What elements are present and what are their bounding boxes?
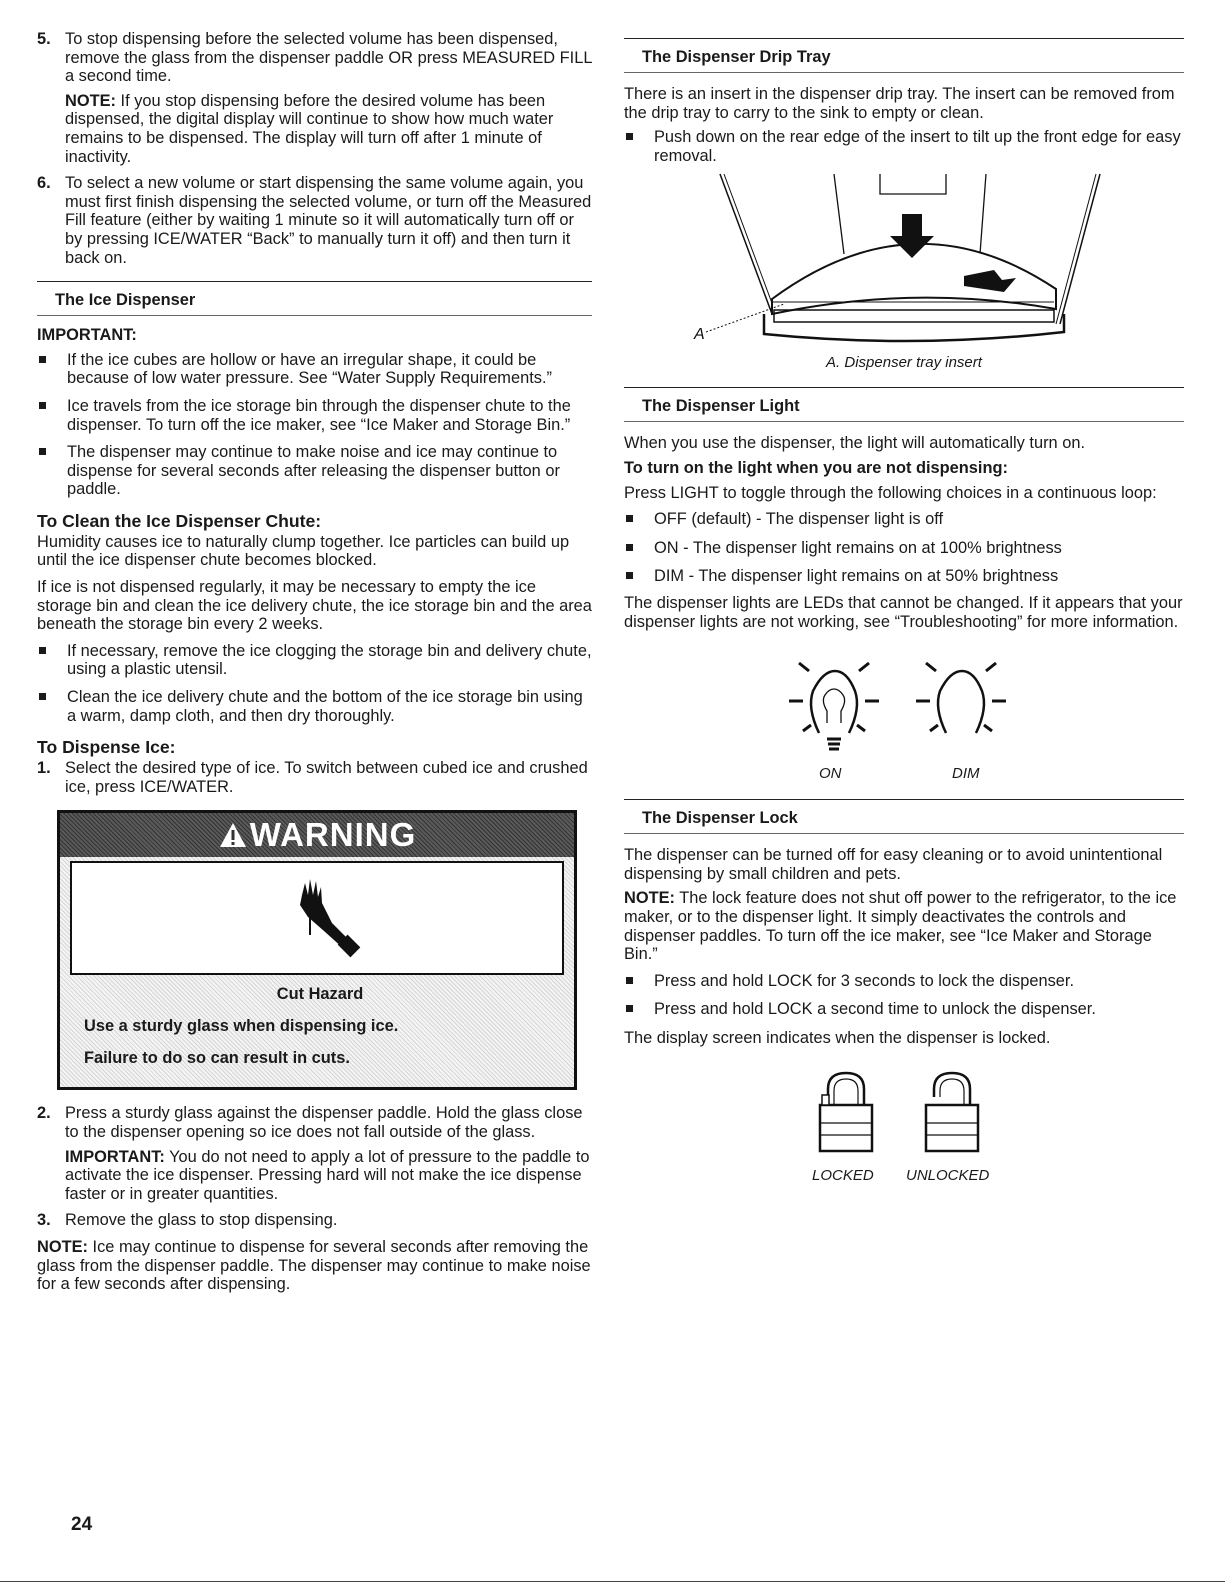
step-1 — [37, 759, 592, 796]
paragraph: Humidity causes ice to naturally clump together. Ice particles can build up until the ice dispenser chute becomes blocked. — [37, 532, 570, 570]
step-number: 1. — [37, 759, 51, 778]
warning-line: Failure to do so can result in cuts. — [84, 1049, 350, 1068]
locked-padlock-icon — [816, 1067, 876, 1157]
step-text: Press a sturdy glass against the dispenser paddle. Hold the glass close to the dispenser opening so ice does not fall outside of the glass. — [65, 1104, 583, 1141]
page-number: 24 — [71, 1514, 93, 1535]
drip-tray-diagram — [624, 164, 1184, 372]
step-number: 2. — [37, 1104, 51, 1123]
list-item: The dispenser may continue to make noise and ice may continue to dispense for several seconds after releasing the dispenser button or paddle. — [37, 443, 592, 499]
warning-triangle-icon — [218, 821, 248, 849]
list-item: Push down on the rear edge of the insert to tilt up the front edge for easy removal. — [624, 128, 1184, 165]
step-text: Select the desired type of ice. To switch between cubed ice and crushed ice, press ICE/WATER. — [65, 759, 588, 796]
step-number: 5. — [37, 30, 51, 48]
step-3 — [37, 1211, 592, 1230]
list-item: ON - The dispenser light remains on at 100% brightness — [624, 539, 1184, 558]
step-important: IMPORTANT: You do not need to apply a lot of pressure to the paddle to activate the ice dispenser. Pressing hard will not make the ice dispense faster or in greater quantities. — [65, 1147, 590, 1203]
step-6 — [37, 174, 592, 267]
left-column — [37, 30, 592, 1294]
right-column — [624, 38, 1184, 1197]
section-heading-lock: The Dispenser Lock — [624, 799, 1184, 834]
list-item: If the ice cubes are hollow or have an irregular shape, it could be because of low water pressure. See “Water Supply Requirements.” — [37, 351, 592, 388]
step-text: Remove the glass to stop dispensing. — [65, 1211, 338, 1230]
paragraph: If ice is not dispensed regularly, it may be necessary to empty the ice storage bin and clean the ice delivery chute, the ice storage bin and the area beneath the storage bin every 2 weeks. — [37, 578, 592, 634]
important-label: IMPORTANT: — [37, 326, 137, 345]
bottom-divider — [0, 1581, 1225, 1582]
light-dim-label: DIM — [952, 765, 980, 783]
unlocked-label: UNLOCKED — [906, 1167, 990, 1185]
subheading-dispense-ice: To Dispense Ice: — [37, 737, 176, 758]
list-item: Press and hold LOCK a second time to unlock the dispenser. — [624, 1000, 1184, 1019]
list-item: DIM - The dispenser light remains on at 50% brightness — [624, 567, 1184, 586]
list-item: If necessary, remove the ice clogging the storage bin and delivery chute, using a plastic utensil. — [37, 642, 592, 679]
subheading: To turn on the light when you are not dispensing: — [624, 458, 1008, 477]
light-on-label: ON — [819, 765, 842, 783]
list-item: Ice travels from the ice storage bin through the dispenser chute to the dispenser. To turn off the ice maker, see “Ice Maker and Storage Bin.” — [37, 397, 592, 434]
section-heading-ice-dispenser: The Ice Dispenser — [37, 281, 592, 316]
hazard-title: Cut Hazard — [276, 985, 364, 1004]
paragraph: Press LIGHT to toggle through the following choices in a continuous loop: — [624, 483, 1157, 502]
paragraph: The display screen indicates when the dispenser is locked. — [624, 1028, 1051, 1047]
list-item: OFF (default) - The dispenser light is off — [624, 510, 1184, 529]
light-dim-icon — [916, 653, 1006, 753]
step-number: 6. — [37, 174, 51, 193]
step-2 — [37, 1104, 592, 1203]
section-heading-drip-tray: The Dispenser Drip Tray — [624, 38, 1184, 73]
paragraph: The dispenser can be turned off for easy cleaning or to avoid unintentional dispensing by small children and pets. — [624, 846, 1163, 883]
paragraph: The dispenser lights are LEDs that cannot be changed. If it appears that your dispenser lights are not working, see “Troubleshooting” for more information. — [624, 593, 1183, 631]
step-text: To stop dispensing before the selected volume has been dispensed, remove the glass from the dispenser paddle OR press MEASURED FILL a second time. — [65, 30, 592, 86]
drip-tray-illustration — [624, 174, 1184, 379]
step-number: 3. — [37, 1211, 51, 1230]
lock-icons — [624, 1047, 1184, 1197]
warning-title: WARNING — [249, 816, 417, 854]
cut-hazard-picture — [70, 861, 564, 973]
light-on-icon — [789, 653, 879, 753]
figure-caption: A. Dispenser tray insert — [826, 354, 982, 372]
locked-label: LOCKED — [812, 1167, 874, 1185]
paragraph: There is an insert in the dispenser drip tray. The insert can be removed from the drip tray to carry to the sink to empty or clean. — [624, 85, 1175, 122]
note: NOTE: Ice may continue to dispense for several seconds after removing the glass from the dispenser paddle. The dispenser may continue to make noise for a few seconds after dispensing. — [37, 1237, 591, 1294]
section-heading-light: The Dispenser Light — [624, 387, 1184, 422]
step-note: NOTE: If you stop dispensing before the desired volume has been dispensed, the digital display will continue to show how much water remains to be dispensed. The display will turn off after 1 minute of inactivity. — [65, 91, 554, 166]
subheading-clean-chute: To Clean the Ice Dispenser Chute: — [37, 510, 322, 531]
callout-letter: A — [694, 326, 705, 344]
warning-line: Use a sturdy glass when dispensing ice. — [84, 1017, 399, 1036]
warning-box — [57, 810, 577, 1090]
list-item: Clean the ice delivery chute and the bottom of the ice storage bin using a warm, damp cloth, and then dry thoroughly. — [37, 688, 592, 725]
warning-text — [70, 973, 564, 1077]
unlocked-padlock-icon — [922, 1067, 982, 1157]
light-icons — [624, 631, 1184, 791]
paragraph: When you use the dispenser, the light will automatically turn on. — [624, 434, 1086, 453]
step-text: To select a new volume or start dispensing the same volume again, you must first finish dispensing the selected volume, or turn off the Measured Fill feature (either by waiting 1 minute so it will automatically turn off or by pressing ICE/WATER “Back” to manually turn it off) and then turn it back on. — [65, 174, 592, 267]
note: NOTE: The lock feature does not shut off power to the refrigerator, to the ice maker, or to the dispenser light. It simply deactivates the controls and dispenser paddles. To turn off the ice maker, see “Ice Maker and Storage Bin.” — [624, 889, 1177, 964]
list-item: Press and hold LOCK for 3 seconds to lock the dispenser. — [624, 972, 1184, 991]
hand-cut-icon — [272, 873, 362, 963]
step-5 — [37, 30, 592, 166]
warning-header — [60, 813, 574, 857]
